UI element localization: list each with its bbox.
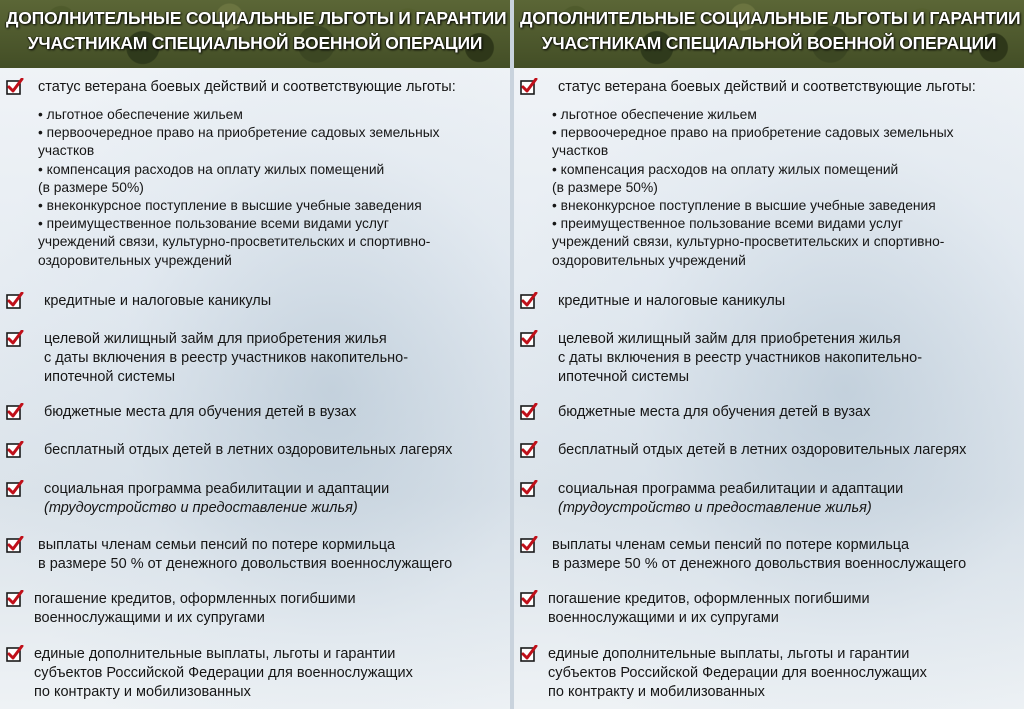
bullet-line: • преимущественное пользование всеми видами услуг: [38, 216, 389, 232]
bullet-line: • первоочередное право на приобретение садовых земельных: [552, 125, 954, 141]
benefit-line: единые дополнительные выплаты, льготы и гарантии: [34, 646, 396, 662]
checked-box-icon: [520, 480, 538, 498]
benefit-line: бюджетные места для обучения детей в вузах: [558, 404, 871, 420]
page-title: [6, 6, 507, 56]
benefit-line: выплаты членам семьи пенсий по потере кормильца: [552, 537, 910, 553]
checked-box-icon: [6, 536, 24, 554]
checked-box-icon: [6, 645, 24, 663]
checked-box-icon: [6, 330, 24, 348]
benefit-text: [44, 441, 502, 460]
title-line-1: ДОПОЛНИТЕЛЬНЫЕ СОЦИАЛЬНЫЕ ЛЬГОТЫ И ГАРАНТИИ: [520, 8, 1021, 28]
bullet-line: • преимущественное пользование всеми видами услуг: [552, 216, 903, 232]
benefit-text: [548, 590, 1016, 628]
benefit-line: единые дополнительные выплаты, льготы и гарантии: [548, 646, 910, 662]
benefit-text: [558, 441, 1016, 460]
benefit-line: бесплатный отдых детей в летних оздоровительных лагерях: [558, 442, 967, 458]
checked-box-icon: [6, 292, 24, 310]
checked-box-icon: [520, 403, 538, 421]
veteran-bullet-list: [38, 106, 502, 270]
benefit-line: в размере 50 % от денежного довольствия военнослужащего: [552, 556, 967, 572]
bullet-line: (в размере 50%): [38, 179, 144, 195]
bullet-line: • льготное обеспечение жильем: [38, 107, 243, 122]
benefit-line: бюджетные места для обучения детей в вузах: [44, 404, 357, 420]
camo-banner: [514, 0, 1024, 68]
benefit-line: военнослужащими и их супругами: [34, 610, 265, 626]
benefit-line: с даты включения в реестр участников накопительно-: [558, 350, 923, 366]
flyer-panel-left: [0, 0, 510, 709]
bullet-line: • внеконкурсное поступление в высшие учебные заведения: [38, 198, 422, 214]
title-line-1: ДОПОЛНИТЕЛЬНЫЕ СОЦИАЛЬНЫЕ ЛЬГОТЫ И ГАРАНТИИ: [6, 8, 507, 28]
checked-box-icon: [520, 441, 538, 459]
benefit-text: [44, 292, 502, 311]
benefit-line: ипотечной системы: [558, 369, 690, 385]
benefit-line: целевой жилищный займ для приобретения жилья: [558, 331, 901, 347]
benefit-line: кредитные и налоговые каникулы: [44, 293, 272, 309]
benefit-line: по контракту и мобилизованных: [34, 684, 251, 700]
bullet-line: • первоочередное право на приобретение садовых земельных: [38, 125, 440, 141]
flyer-panel-right: [514, 0, 1024, 709]
benefit-line: субъектов Российской Федерации для военнослужащих: [548, 665, 927, 681]
benefit-text: [34, 645, 502, 702]
checked-box-icon: [520, 292, 538, 310]
benefit-note: (трудоустройство и предоставление жилья): [44, 500, 358, 516]
bullet-line: учреждений связи, культурно-просветительских и спортивно-: [38, 234, 431, 250]
benefit-line: социальная программа реабилитации и адаптации: [558, 481, 904, 497]
benefit-line: ипотечной системы: [44, 369, 176, 385]
checked-box-icon: [520, 536, 538, 554]
bullet-line: участков: [38, 143, 95, 159]
bullet-line: оздоровительных учреждений: [38, 252, 232, 268]
benefit-line: выплаты членам семьи пенсий по потере кормильца: [38, 537, 396, 553]
camo-banner: [0, 0, 510, 68]
benefit-line: субъектов Российской Федерации для военнослужащих: [34, 665, 413, 681]
title-line-2: УЧАСТНИКАМ СПЕЦИАЛЬНОЙ ВОЕННОЙ ОПЕРАЦИИ: [27, 33, 483, 53]
checked-box-icon: [6, 78, 24, 96]
bullet-line: • компенсация расходов на оплату жилых помещений: [552, 161, 899, 177]
benefit-text: [558, 480, 1016, 518]
benefit-heading: статус ветерана боевых действий и соответствующие льготы:: [38, 79, 456, 95]
benefit-line: бесплатный отдых детей в летних оздоровительных лагерях: [44, 442, 453, 458]
bullet-line: • внеконкурсное поступление в высшие учебные заведения: [552, 198, 936, 214]
checked-box-icon: [520, 330, 538, 348]
veteran-bullet-list: [552, 106, 1016, 270]
benefit-text: [34, 590, 502, 628]
benefit-line: целевой жилищный займ для приобретения жилья: [44, 331, 387, 347]
benefit-line: социальная программа реабилитации и адаптации: [44, 481, 390, 497]
page-title: [520, 6, 1021, 56]
checked-box-icon: [6, 403, 24, 421]
checked-box-icon: [6, 480, 24, 498]
checked-box-icon: [6, 590, 24, 608]
benefit-text: [38, 536, 502, 574]
benefit-line: с даты включения в реестр участников накопительно-: [44, 350, 409, 366]
benefit-line: по контракту и мобилизованных: [548, 684, 765, 700]
benefit-text: [558, 403, 1016, 422]
benefit-line: кредитные и налоговые каникулы: [558, 293, 786, 309]
bullet-line: учреждений связи, культурно-просветительских и спортивно-: [552, 234, 945, 250]
benefit-text: [552, 536, 1016, 574]
benefit-line: погашение кредитов, оформленных погибшими: [34, 591, 356, 607]
benefit-text: [44, 480, 502, 518]
benefit-line: погашение кредитов, оформленных погибшими: [548, 591, 870, 607]
bullet-line: • льготное обеспечение жильем: [552, 107, 757, 122]
benefit-heading: статус ветерана боевых действий и соответствующие льготы:: [558, 79, 976, 95]
bullet-line: • компенсация расходов на оплату жилых помещений: [38, 161, 385, 177]
benefit-text: [44, 330, 502, 387]
checked-box-icon: [520, 78, 538, 96]
title-line-2: УЧАСТНИКАМ СПЕЦИАЛЬНОЙ ВОЕННОЙ ОПЕРАЦИИ: [541, 33, 997, 53]
benefit-line: военнослужащими и их супругами: [548, 610, 779, 626]
checked-box-icon: [6, 441, 24, 459]
bullet-line: оздоровительных учреждений: [552, 252, 746, 268]
checked-box-icon: [520, 590, 538, 608]
bullet-line: (в размере 50%): [552, 179, 658, 195]
checked-box-icon: [520, 645, 538, 663]
benefit-text: [44, 403, 502, 422]
benefit-text: [558, 330, 1016, 387]
benefit-text: [558, 292, 1016, 311]
benefit-note: (трудоустройство и предоставление жилья): [558, 500, 872, 516]
bullet-line: участков: [552, 143, 609, 159]
benefit-line: в размере 50 % от денежного довольствия военнослужащего: [38, 556, 453, 572]
benefit-text: [548, 645, 1016, 702]
